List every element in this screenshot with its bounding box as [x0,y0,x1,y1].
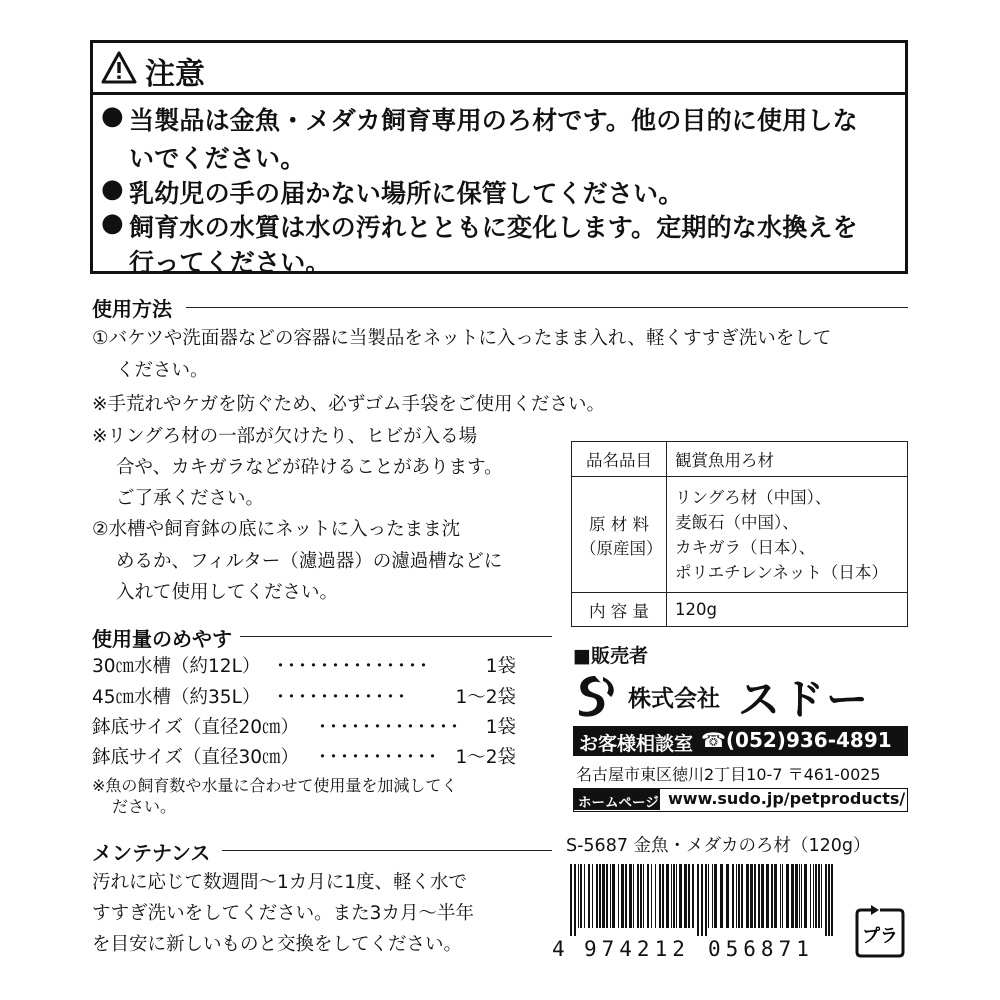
table-value: 120g [667,593,908,627]
barcode-bar [659,864,661,928]
barcode-bar [738,864,740,928]
recycle-mark-icon [851,904,909,962]
barcode-bar [570,864,572,936]
homepage-label: ホームページ [578,795,659,811]
homepage-box [573,788,908,812]
divider [222,850,552,851]
barcode-bar [766,864,769,928]
barcode-bar [580,864,582,928]
support-phone: ☎(052)936-4891 [701,728,892,752]
barcode-bar [612,864,615,928]
barcode-bar [618,864,619,928]
spec-table [571,441,908,627]
caution-box [90,40,908,277]
barcode-bar [780,864,781,928]
barcode-bar [726,864,729,928]
barcode-bar [821,864,822,928]
barcode-bar [592,864,593,928]
barcode-bar [651,864,652,928]
divider [240,636,552,637]
barcode [566,864,838,936]
maintenance-line: 汚れに応じて数週間〜1カ月に1度、軽く水で [92,872,468,893]
barcode-bar [578,864,579,928]
caution-line: 乳幼児の手の届かない場所に保管してください。 [129,179,684,208]
barcode-bar [629,864,632,928]
leader-dots: ････････････ [276,687,408,708]
barcode-bar [720,864,723,928]
barcode-bar [643,864,644,928]
maintenance-line: すすぎ洗いをしてください。また3カ月〜半年 [92,903,474,924]
barcode-bar [708,864,709,928]
recycle-mark-text: プラ [862,926,898,947]
table-value [667,477,908,593]
amount-note: ※魚の飼育数や水量に合わせて使用量を加減してく [92,776,458,795]
maintenance-line: を目安に新しいものと交換をしてください。 [92,934,463,955]
caution-line: 行ってください。 [129,248,331,277]
barcode-bar [736,864,737,928]
barcode-bar [815,864,817,928]
usage-line: ②水槽や飼育鉢の底にネットに入ったまま沈 [92,519,461,540]
amount-note: ださい。 [112,797,177,816]
leader-dots: ･･･････････ [318,747,439,768]
barcode-bar [606,864,608,928]
amount-value: 1袋 [485,656,516,677]
barcode-bar [596,864,598,928]
barcode-bar [671,864,672,928]
barcode-bar [741,864,743,928]
usage-line: めるか、フィルター（濾過器）の濾過槽などに [116,551,503,572]
barcode-bar [588,864,590,928]
company-name: スドー [738,675,871,724]
barcode-bar [692,864,694,928]
barcode-bar [655,864,656,928]
barcode-bar [813,864,814,928]
amount-label: 45㎝水槽（約35L） [92,687,261,708]
barcode-bar [599,864,601,928]
product-code-name: S-5687 金魚・メダカのろ材（120g） [566,836,871,856]
barcode-bar [714,864,717,928]
barcode-bar [795,864,798,928]
barcode-bar [673,864,675,928]
maintenance-title: メンテナンス [92,841,211,865]
barcode-digit: 974212 [584,937,690,961]
table-key [572,477,667,593]
barcode-bar [697,864,699,936]
barcode-bar [584,864,585,928]
divider [186,307,908,308]
barcode-bar [782,864,783,928]
bullet: ● [101,208,124,238]
barcode-bar [810,864,811,928]
usage-line: ください。 [116,360,209,381]
usage-line: 入れて使用してください。 [116,582,339,603]
material-item: カキガラ（日本）、 [675,537,816,557]
table-value: 観賞魚用ろ材 [667,442,908,477]
barcode-bar [602,864,605,928]
barcode-digit: 056871 [708,937,814,961]
barcode-bar [637,864,639,928]
barcode-bar [633,864,634,928]
barcode-bar [705,864,707,936]
table-key: 品名品目 [572,442,667,477]
barcode-bar [750,864,753,928]
material-key: 原 材 料 [589,514,649,534]
usage-line: ①バケツや洗面器などの容器に当製品をネットに入ったまま入れ、軽くすすぎ洗いをして [92,328,832,349]
barcode-bar [774,864,777,928]
barcode-bar [746,864,749,928]
barcode-bar [828,864,830,936]
leader-dots: ･････････････ [318,717,461,738]
caution-title: 注意 [145,57,205,92]
usage-line: ご了承ください。 [116,488,265,509]
material-item: 麦飯石（中国）、 [675,512,799,532]
usage-line: ※手荒れやケガを防ぐため、必ずゴム手袋をご使用ください。 [92,394,605,415]
material-item: ポリエチレンネット（日本） [675,562,888,582]
amount-value: 1袋 [485,717,516,738]
amount-label: 30㎝水槽（約12L） [92,656,261,677]
barcode-bar [801,864,802,928]
caution-line: いでください。 [129,144,306,173]
usage-title: 使用方法 [92,297,172,321]
table-row [572,442,908,477]
barcode-bar [679,864,682,928]
leader-dots: ･･････････････ [276,656,430,677]
barcode-bar [825,864,827,936]
barcode-bar [712,864,713,928]
barcode-bar [791,864,794,928]
caution-line: 飼育水の水質は水の汚れとともに変化します。定期的な水換えを [129,213,858,242]
amount-label: 鉢底サイズ（直径30㎝） [92,747,300,768]
support-label: お客様相談室 [579,733,694,755]
amount-label: 鉢底サイズ（直径20㎝） [92,717,300,738]
table-key: 内 容 量 [572,593,667,627]
usage-line: ※リングろ材の一部が欠けたり、ヒビが入る場 [92,426,478,447]
origin-key: （原産国） [580,538,663,558]
barcode-bar [761,864,764,928]
barcode-bar [754,864,756,928]
barcode-bar [771,864,773,928]
table-row [572,593,908,627]
amount-value: 1〜2袋 [455,687,516,708]
table-row [572,477,908,593]
vendor-label: ■販売者 [573,645,648,667]
barcode-bar [662,864,664,928]
barcode-bar [666,864,669,928]
barcode-bar [574,864,576,936]
warning-icon [101,51,137,85]
barcode-bar [610,864,611,928]
barcode-bar [647,864,649,928]
caution-line: 当製品は金魚・メダカ飼育専用のろ材です。他の目的に使用しな [129,106,858,135]
barcode-bar [676,864,677,928]
amount-value: 1〜2袋 [455,747,516,768]
usage-line: 合や、カキガラなどが砕けることがあります。 [116,457,503,478]
homepage-label-bg [574,789,660,810]
bullet: ● [101,174,124,204]
barcode-bar [786,864,789,928]
barcode-bar [684,864,687,928]
bullet: ● [101,101,124,131]
barcode-bar [621,864,624,928]
barcode-bar [701,864,703,936]
barcode-digit: 4 [552,937,565,961]
barcode-bar [799,864,800,928]
caution-header [93,43,905,95]
barcode-bar [640,864,642,928]
barcode-bar [831,864,833,936]
homepage-url[interactable]: www.sudo.jp/petproducts/ [668,789,906,808]
barcode-bar [625,864,627,928]
barcode-bar [818,864,820,928]
barcode-bar [732,864,734,928]
amount-title: 使用量のめやす [92,627,232,651]
material-item: リングろ材（中国）、 [675,487,832,507]
barcode-bar [688,864,690,928]
barcode-bar [804,864,807,928]
support-bar [573,726,908,756]
sudo-logo-icon [573,673,619,719]
company-prefix: 株式会社 [628,686,720,712]
barcode-bar [758,864,760,928]
vendor-address: 名古屋市東区徳川2丁目10-7 〒461-0025 [576,765,881,784]
